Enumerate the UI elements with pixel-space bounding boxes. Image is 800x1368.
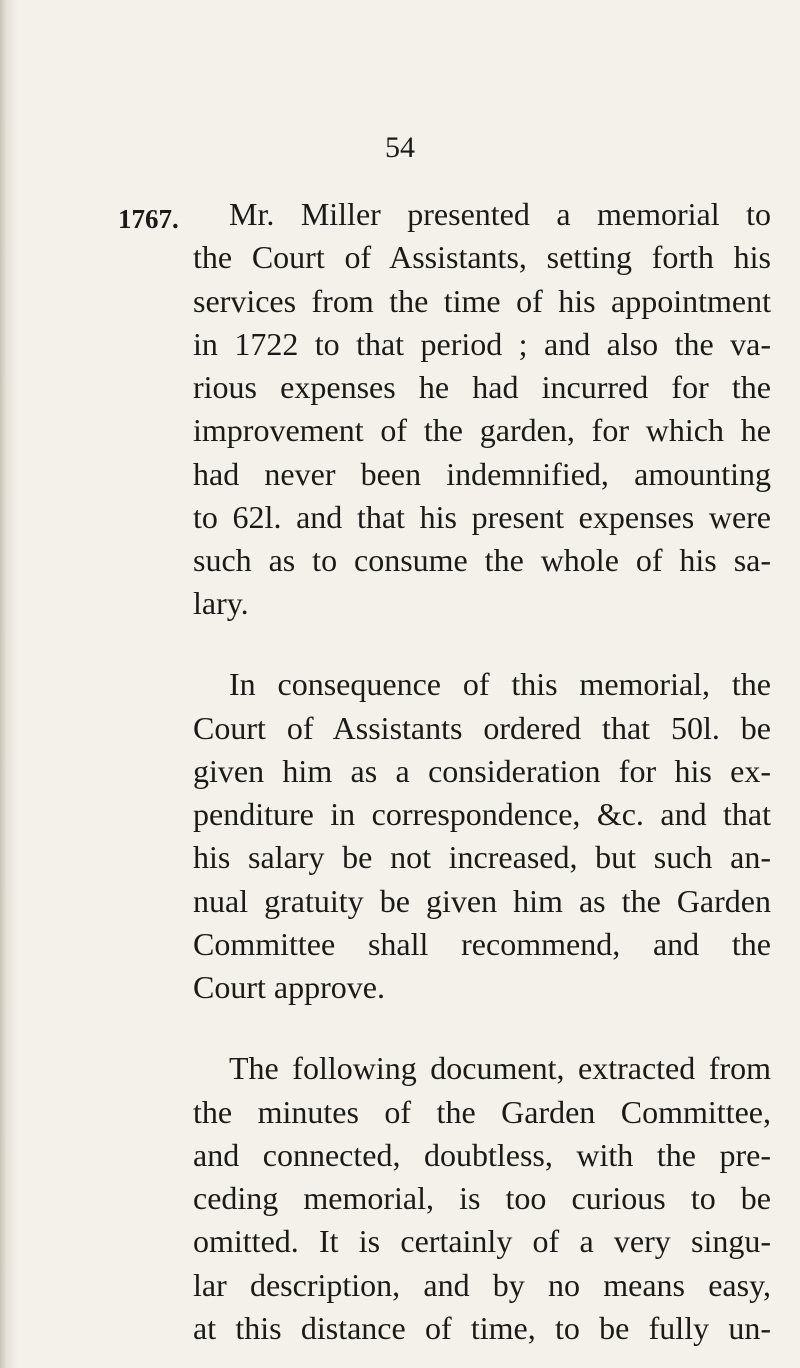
text-line: in 1722 to that period ; and also the va-	[193, 326, 771, 362]
text-line: nual gratuity be given him as the Garden	[193, 883, 771, 919]
text-line: the Court of Assistants, setting forth his	[193, 239, 771, 275]
page-number: 54	[385, 131, 415, 164]
text-line: Committee shall recommend, and the	[193, 926, 771, 962]
text-line: In consequence of this memorial, the	[229, 666, 771, 702]
text-line: services from the time of his appointment	[193, 283, 771, 319]
text-line: Court approve.	[193, 969, 385, 1005]
text-line: such as to consume the whole of his sa-	[193, 542, 771, 578]
text-line: Court of Assistants ordered that 50l. be	[193, 710, 771, 746]
text-line: omitted. It is certainly of a very singu-	[193, 1223, 771, 1259]
text-line: improvement of the garden, for which he	[193, 412, 771, 448]
text-line: lary.	[193, 585, 249, 621]
text-line: to 62l. and that his present expenses were	[193, 499, 771, 535]
text-line: and connected, doubtless, with the pre-	[193, 1137, 771, 1173]
text-line: given him as a consideration for his ex-	[193, 753, 771, 789]
text-line: Mr. Miller presented a memorial to	[229, 196, 771, 232]
text-line: rious expenses he had incurred for the	[193, 369, 771, 405]
text-line: had never been indemnified, amounting	[193, 456, 771, 492]
text-line: lar description, and by no means easy,	[193, 1267, 771, 1303]
text-line: at this distance of time, to be fully un-	[193, 1310, 771, 1346]
text-line: penditure in correspondence, &c. and that	[193, 796, 771, 832]
text-line: ceding memorial, is too curious to be	[193, 1180, 771, 1216]
text-line: the minutes of the Garden Committee,	[193, 1094, 771, 1130]
margin-year: 1767.	[118, 204, 179, 234]
text-line: The following document, extracted from	[229, 1050, 771, 1086]
text-line: his salary be not increased, but such an-	[193, 839, 771, 875]
